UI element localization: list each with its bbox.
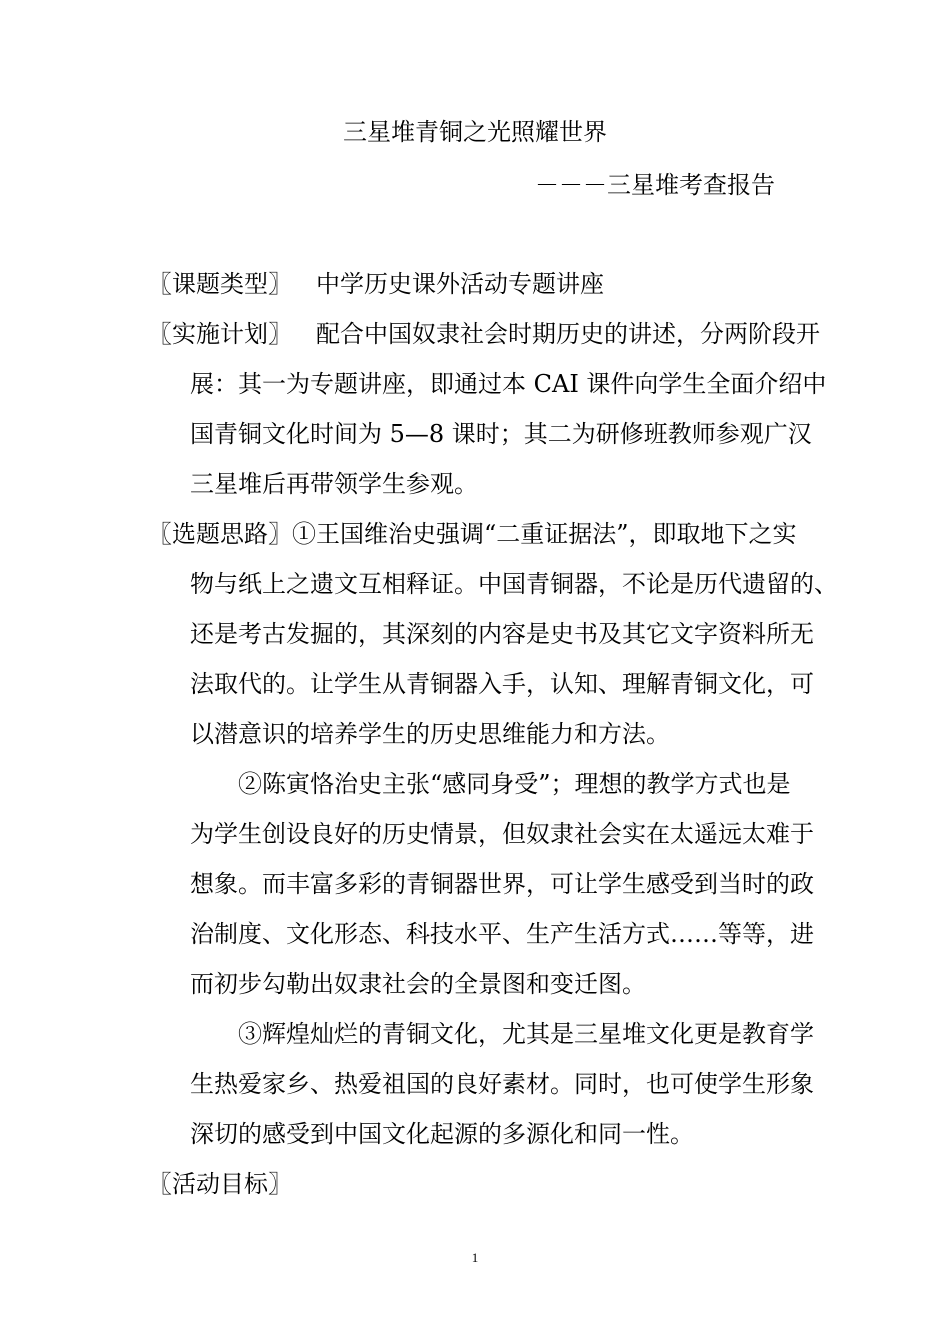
section-label: 〖课题类型〗 <box>148 270 292 298</box>
paragraph-line: 以潜意识的培养学生的历史思维能力和方法。 <box>190 720 670 748</box>
paragraph-line: ②陈寅恪治史主张“感同身受”；理想的教学方式也是 <box>238 770 791 798</box>
section-label: 〖实施计划〗 <box>148 320 292 348</box>
page-number: 1 <box>471 1250 479 1265</box>
paragraph-line: 展：其一为专题讲座，即通过本 CAI 课件向学生全面介绍中 <box>190 370 827 398</box>
document-title: 三星堆青铜之光照耀世界 <box>343 118 607 146</box>
paragraph-line: 生热爱家乡、热爱祖国的良好素材。同时，也可使学生形象 <box>190 1070 814 1098</box>
paragraph-line: ③辉煌灿烂的青铜文化，尤其是三星堆文化更是教育学 <box>238 1020 814 1048</box>
paragraph-line: 配合中国奴隶社会时期历史的讲述，分两阶段开 <box>316 320 820 348</box>
paragraph-line: 还是考古发掘的，其深刻的内容是史书及其它文字资料所无 <box>190 620 814 648</box>
paragraph-line: 治制度、文化形态、科技水平、生产生活方式……等等，进 <box>190 920 814 948</box>
paragraph-line: 为学生创设良好的历史情景，但奴隶社会实在太遥远太难于 <box>190 820 814 848</box>
paragraph-line: 深切的感受到中国文化起源的多源化和同一性。 <box>190 1120 694 1148</box>
document-subtitle: －－－三星堆考查报告 <box>535 171 775 199</box>
paragraph-line: 三星堆后再带领学生参观。 <box>190 470 478 498</box>
paragraph-line: 法取代的。让学生从青铜器入手，认知、理解青铜文化，可 <box>190 670 814 698</box>
section-rationale-line <box>148 514 797 554</box>
section-text: 中学历史课外活动专题讲座 <box>316 270 604 298</box>
section-topic-type <box>148 264 604 304</box>
paragraph-line: 想象。而丰富多彩的青铜器世界，可让学生感受到当时的政 <box>190 870 814 898</box>
section-label: 〖选题思路〗 <box>148 520 292 548</box>
paragraph-line: 而初步勾勒出奴隶社会的全景图和变迁图。 <box>190 970 646 998</box>
section-goals-label: 〖活动目标〗 <box>148 1170 292 1198</box>
paragraph-line: 国青铜文化时间为 5—8 课时；其二为研修班教师参观广汉 <box>190 420 812 448</box>
section-plan-line <box>148 314 820 354</box>
paragraph-line: ①王国维治史强调“二重证据法”，即取地下之实 <box>292 520 797 548</box>
paragraph-line: 物与纸上之遗文互相释证。中国青铜器，不论是历代遗留的、 <box>190 570 838 598</box>
